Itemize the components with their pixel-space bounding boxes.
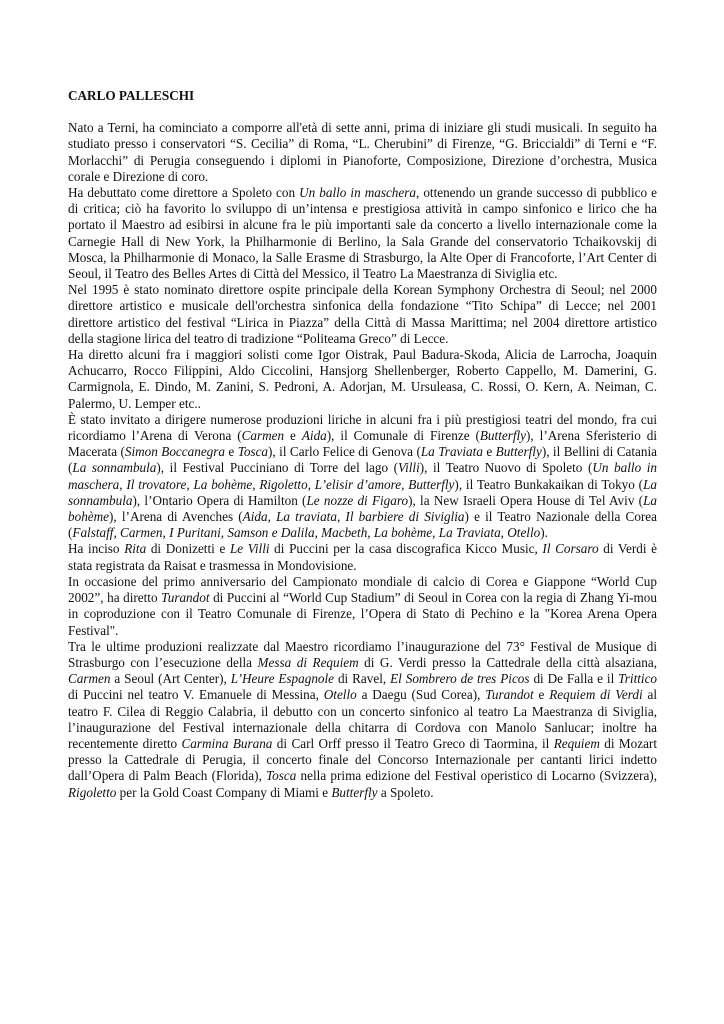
italic-title: Requiem — [553, 735, 600, 751]
italic-title: Butterfly — [331, 784, 378, 800]
italic-title: El Sombrero de tres Picos — [390, 671, 530, 687]
italic-title: Carmen — [68, 671, 111, 687]
text-run: di Puccini per la casa discografica Kicco Music, — [269, 541, 543, 557]
italic-title: Falstaff — [72, 525, 114, 541]
italic-title: Villi — [398, 460, 420, 476]
text-run: e — [225, 444, 238, 460]
text-run: ), la New Israeli Opera House di Tel Aviv ( — [408, 492, 644, 508]
text-run: , — [119, 476, 127, 492]
italic-title: Otello — [323, 687, 357, 703]
text-run: per la Gold Coast Company di Miami e — [116, 784, 332, 800]
paragraph — [68, 120, 657, 185]
italic-title: La bohème — [68, 492, 657, 525]
text-run: , — [314, 525, 322, 541]
text-run: , — [307, 476, 315, 492]
italic-title: Il Corsaro — [542, 541, 599, 557]
text-run: , — [162, 525, 170, 541]
text-run: ), il Teatro Nuovo di Spoleto ( — [419, 460, 593, 476]
text-run: e — [533, 687, 550, 703]
text-run: , — [252, 476, 260, 492]
italic-title: Aida — [242, 509, 268, 525]
text-run: , — [336, 509, 346, 525]
italic-title: Turandot — [485, 687, 534, 703]
text-run: ), l’Arena di Avenches ( — [109, 509, 243, 525]
italic-title: Requiem di Verdi — [549, 687, 643, 703]
italic-title: Turandot — [161, 590, 210, 606]
paragraph — [68, 185, 657, 282]
text-run: al teatro F. Cilea di Reggio Calabria, il debutto con un concerto sinfonico al teatro La Maestranza di Siviglia, l’inaugurazione del Festival internazionale della chitarra di Cordova con Manolo Sanlucar; inoltre ha recentemente diretto — [68, 687, 657, 751]
text-run: nella prima edizione del Festival operistico di Locarno (Svizzera), — [296, 768, 657, 784]
italic-title: Messa di Requiem — [257, 654, 359, 670]
text-run: , — [401, 476, 409, 492]
text-run: È stato invitato a dirigere numerose produzioni liriche in alcuni fra i più prestigiosi teatri del mondo, fra cui ricordiamo l’Arena di Verona ( — [68, 411, 657, 444]
text-run: a Seoul (Art Center), — [110, 671, 231, 687]
italic-title: Rigoletto — [68, 784, 117, 800]
italic-title: Trittico — [618, 671, 658, 687]
text-run: , — [113, 525, 121, 541]
text-run: In occasione del primo anniversario del Campionato mondiale di calcio di Corea e Giappone “World Cup 2002”, ha diretto — [68, 573, 657, 606]
italic-title: La bohème — [373, 525, 433, 541]
text-run: Ha inciso — [68, 541, 125, 557]
text-run: di De Falla e il — [529, 671, 619, 687]
text-run: a Spoleto. — [377, 784, 434, 800]
paragraph — [68, 541, 657, 573]
italic-title: I Puritani, Samson e Dalila — [169, 525, 315, 541]
italic-title: Le nozze di Figaro — [306, 492, 409, 508]
text-run: ). — [540, 525, 548, 541]
text-run: di Verdi è stata registrata da Raisat e trasmessa in Mondovisione. — [68, 541, 657, 573]
document-title: CARLO PALLESCHI — [68, 88, 195, 103]
italic-title: Rita — [124, 541, 147, 557]
italic-title: La Traviata, Otello — [438, 525, 541, 541]
text-run: Ha debuttato come direttore a Spoleto con — [68, 185, 300, 201]
italic-title: La traviata — [276, 509, 337, 525]
italic-title: Un ballo in maschera — [299, 185, 416, 201]
text-run: Ha diretto alcuni fra i maggiori solisti come Igor Oistrak, Paul Badura-Skoda, Alicia de Larrocha, Joaquin Achucarro, Rocco Filippini, Aldo Ciccolini, Hansjorg Shellenberger, Roberto Cappello, M. Damerini, G. Carmignola, E. Dindo, M. Zanini, S. Pedroni, A. Adorjan, M. Ursuleasa, C. Rossi, O. Kern, A. Neiman, C. Palermo, U. Lemper etc.. — [68, 347, 657, 411]
text-run: ), il Comunale di Firenze ( — [326, 428, 480, 444]
text-run: ), il Teatro Bunkakaikan di Tokyo ( — [454, 476, 644, 492]
paragraph — [68, 412, 657, 542]
italic-title: Il barbiere di Siviglia — [345, 509, 465, 525]
italic-title: L’Heure Espagnole — [230, 671, 335, 687]
text-run: , — [267, 509, 277, 525]
italic-title: Le Villi — [229, 541, 270, 557]
text-run: , — [432, 525, 439, 541]
italic-title: La sonnambula — [72, 460, 157, 476]
italic-title: Simon Boccanegra — [124, 444, 225, 460]
text-run: ), il Bellini di Catania ( — [68, 444, 658, 476]
text-run: e — [482, 444, 496, 460]
text-run: ), il Festival Pucciniano di Torre del lago ( — [156, 460, 399, 476]
italic-title: L’elisir d’amore — [314, 476, 402, 492]
text-run: di Ravel, — [334, 671, 391, 687]
italic-title: La bohème — [193, 476, 253, 492]
italic-title: Il trovatore — [126, 476, 187, 492]
italic-title: Aida — [301, 428, 327, 444]
italic-title: Macbeth — [321, 525, 368, 541]
text-run: a Daegu (Sud Corea), — [356, 687, 486, 703]
text-run: di Carl Orff presso il Teatro Greco di Taormina, il — [272, 735, 554, 751]
text-run: , — [367, 525, 374, 541]
text-run: Nel 1995 è stato nominato direttore ospite principale della Korean Symphony Orchestra di Seoul; nel 2000 direttore artistico e musicale dell'orchestra sinfonica della fondazione “Tito Schipa” di Lecce; nel 2001 direttore artistico del festival “Lirica in Piazza” della Città di Massa Marittima; nel 2004 direttore artistico della stagione lirica del teatro di tradizione “Politeama Greco” di Lecce. — [68, 282, 657, 346]
italic-title: La Traviata — [420, 444, 483, 460]
italic-title: Rigoletto — [259, 476, 308, 492]
paragraph — [68, 639, 657, 801]
italic-title: Carmen — [241, 428, 285, 444]
italic-title: Un ballo in maschera — [68, 460, 658, 492]
document-body — [68, 120, 657, 801]
italic-title: Carmen — [120, 525, 163, 541]
text-run: Tra le ultime produzioni realizzate dal Maestro ricordiamo l’inaugurazione del 73° Festival de Musique di Strasburgo con l’esecuzione della — [68, 638, 657, 670]
italic-title: Carmina Burana — [181, 735, 273, 751]
text-run: di Puccini nel teatro V. Emanuele di Messina, — [68, 687, 324, 703]
text-run: di Puccini al “World Cup Stadium” di Seoul in Corea con la regia di Zhang Yi-mou in coproduzione con il Teatro Comunale di Firenze, l’Opera di Stato di Pechino e la "Korea Arena Opera Festival". — [68, 590, 657, 638]
text-run: ), l’Ontario Opera di Hamilton ( — [132, 492, 307, 508]
text-run: , ottenendo un grande successo di pubblico e di critica; ciò ha favorito lo sviluppo di un’intensa e prestigiosa attività in campo sinfonico e lirico che ha portato il Maestro ad esibirsi in alcune fra le più importanti sale da concerto a livello internazionale come la Carnegie Hall di New York, la Philharmonie di Berlino, la Sala Grande del conservatorio Tchaikovskij di Mosca, la Philharmonie di Monaco, la Salle Erasme di Strasburgo, la Alte Oper di Francoforte, l’Art Center di Seoul, il Teatro des Belles Artes di Città del Messico, il Teatro La Maestranza di Siviglia etc. — [68, 185, 657, 282]
paragraph — [68, 347, 657, 412]
text-run: ), l’Arena Sferisterio di Macerata ( — [68, 428, 657, 460]
text-run: di Mozart presso la Cattedrale di Perugia, il concerto finale del Concorso Internazionale per cantanti lirici indetto dall’Opera di Palm Beach (Florida), — [68, 735, 657, 784]
document-page — [68, 88, 657, 801]
text-run: e — [284, 428, 302, 444]
italic-title: Butterfly — [479, 428, 527, 444]
paragraph — [68, 282, 657, 347]
text-run: ) e il Teatro Nazionale della Corea ( — [68, 509, 658, 541]
paragraph — [68, 574, 657, 639]
italic-title: Butterfly — [495, 444, 542, 460]
italic-title: Tosca — [237, 444, 269, 460]
text-run: ), il Carlo Felice di Genova ( — [268, 444, 421, 460]
italic-title: La sonnambula — [68, 476, 657, 508]
text-run: di G. Verdi presso la Cattedrale della città alsaziana, — [358, 654, 658, 670]
text-run: Nato a Terni, ha cominciato a comporre all'età di sette anni, prima di iniziare gli studi musicali. In seguito ha studiato presso i conservatori “S. Cecilia” di Roma, “L. Cherubini” di Firenze, “G. Briccialdi” di Terni e “F. Morlacchi” di Perugia conseguendo i diplomi in Pianoforte, Composizione, Direzione d’orchestra, Musica corale e Direzione di coro. — [68, 120, 657, 184]
text-run: di Donizetti e — [146, 541, 230, 557]
italic-title: Butterfly — [408, 476, 455, 492]
italic-title: Tosca — [266, 768, 297, 784]
text-run: , — [186, 476, 194, 492]
